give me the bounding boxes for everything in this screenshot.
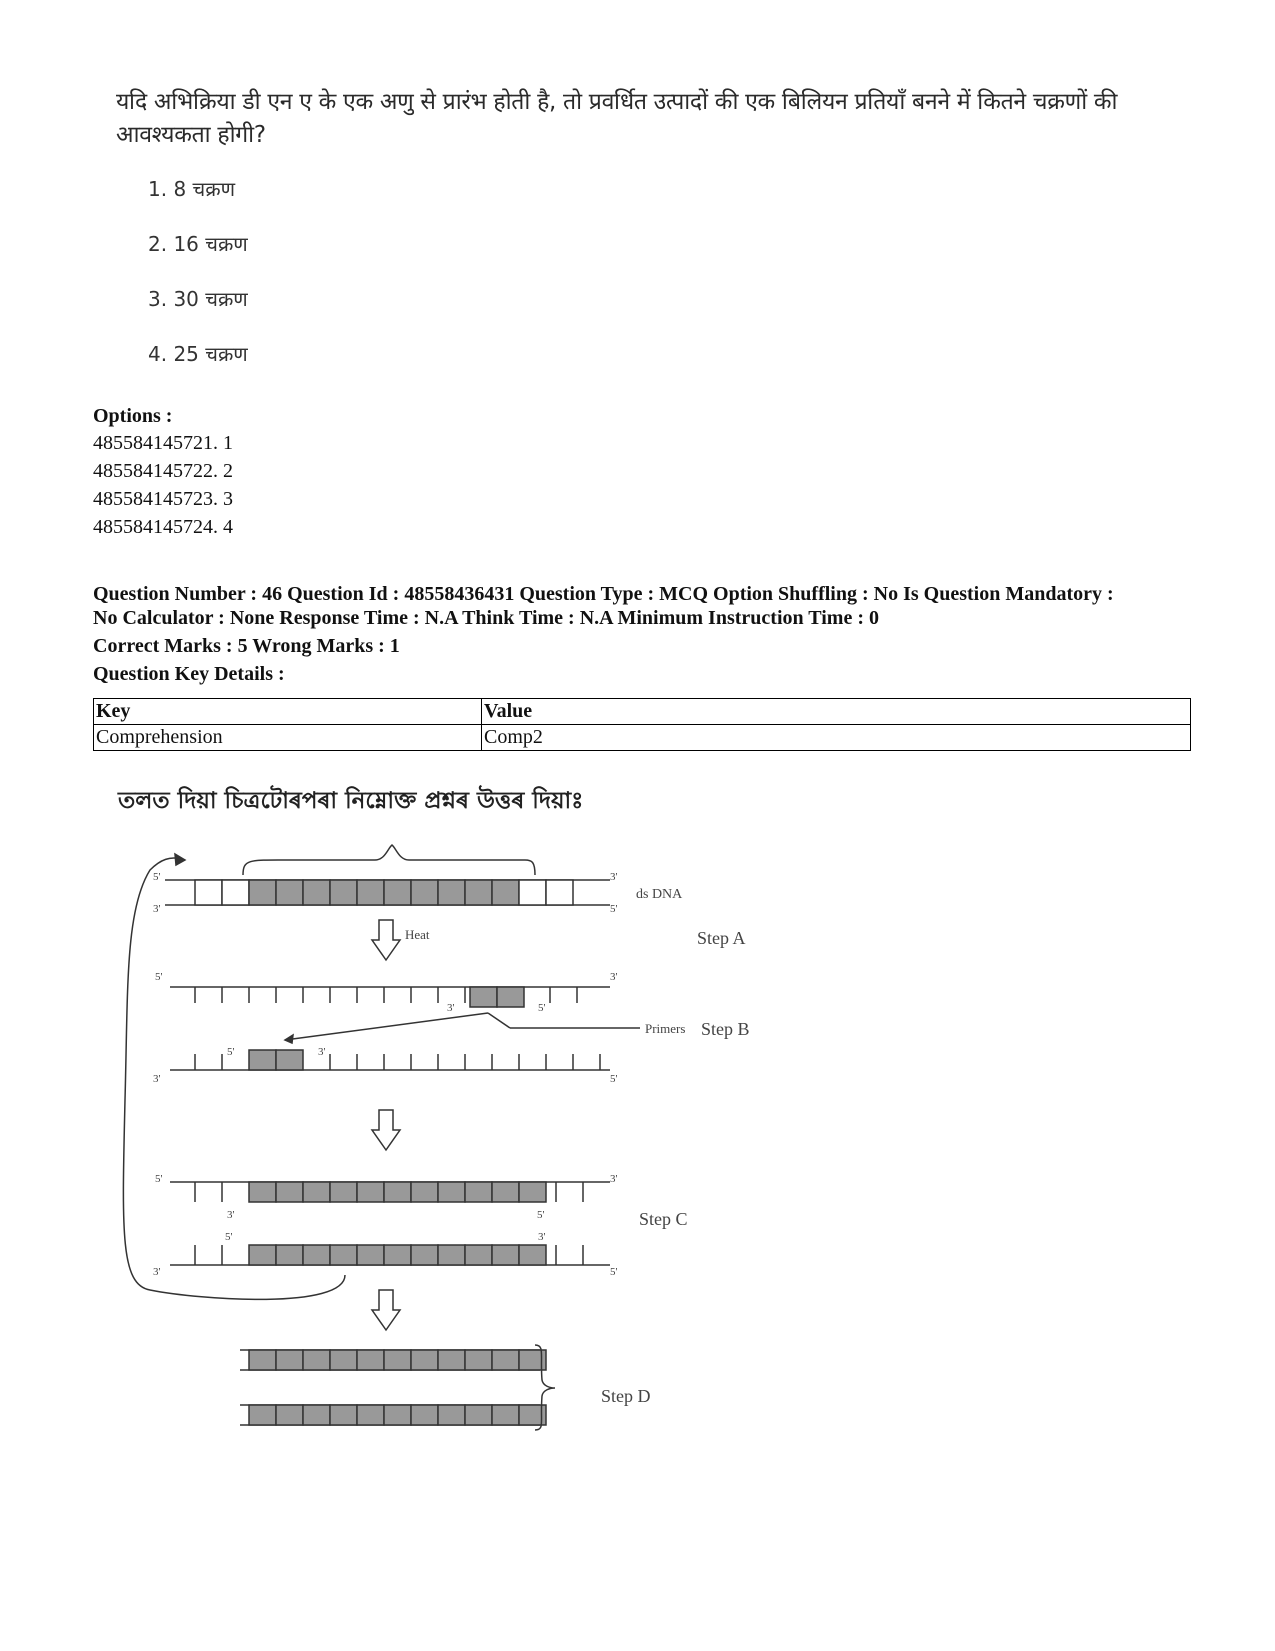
options-label: Options : [93, 405, 173, 427]
product-region-box [438, 1405, 465, 1425]
table-header-key: Key [94, 699, 482, 725]
product-region-box [384, 1405, 411, 1425]
target-region-box [384, 880, 411, 905]
target-region-box [357, 880, 384, 905]
extended-region-box [303, 1245, 330, 1265]
label-step-a: Step A [697, 928, 746, 948]
label-5prime-d: 5' [610, 1073, 618, 1085]
product-region-box [303, 1350, 330, 1370]
product-region-box [492, 1350, 519, 1370]
label-3prime-f: 3' [153, 1266, 161, 1278]
question-meta-line-1: Question Number : 46 Question Id : 48558436431 Question Type : MCQ Option Shuffling : No Is Question Mandatory : [93, 583, 1114, 605]
extended-region-box [492, 1245, 519, 1265]
extended-region-box [249, 1245, 276, 1265]
choice-3: 3. 30 चक्रण [148, 287, 248, 311]
extended-region-box [330, 1182, 357, 1202]
label-3prime-b: 3' [610, 871, 618, 883]
table-cell-value: Comp2 [482, 725, 1191, 751]
label-5prime-primer-b: 5' [227, 1046, 235, 1058]
label-5prime-ext-a: 5' [537, 1209, 545, 1221]
label-5prime-f: 5' [610, 1266, 618, 1278]
label-3prime-ext-b: 3' [538, 1231, 546, 1243]
label-step-d: Step D [601, 1386, 651, 1406]
choice-2: 2. 16 चक्रण [148, 232, 248, 256]
passage-instruction: তলত দিয়া চিত্ৰটোৰপৰা নিম্নোক্ত প্ৰশ্নৰ উত্তৰ দিয়াঃ [118, 788, 584, 814]
down-arrow-icon [372, 1290, 400, 1330]
dna-base-pair [546, 880, 573, 905]
primer-box [497, 987, 524, 1007]
primer-pointer [285, 1013, 488, 1040]
target-bracket [243, 845, 535, 875]
extended-region-box [330, 1245, 357, 1265]
product-region-box [330, 1405, 357, 1425]
target-region-box [249, 880, 276, 905]
label-ds-dna: ds DNA [636, 887, 683, 902]
extended-region-box [357, 1245, 384, 1265]
product-region-box [411, 1350, 438, 1370]
extended-region-box [465, 1245, 492, 1265]
product-region-box [330, 1350, 357, 1370]
label-heat: Heat [405, 927, 430, 942]
product-region-box [492, 1405, 519, 1425]
dna-base-pair [519, 880, 546, 905]
target-region-box [330, 880, 357, 905]
product-region-box [465, 1350, 492, 1370]
extended-region-box [249, 1182, 276, 1202]
table-header-value: Value [482, 699, 1191, 725]
option-item-2: 485584145722. 2 [93, 460, 233, 482]
extended-region-box [519, 1245, 546, 1265]
target-region-box [438, 880, 465, 905]
extended-region-box [411, 1245, 438, 1265]
dna-base-pair [195, 880, 222, 905]
product-region-box [465, 1405, 492, 1425]
label-3prime-primer-b: 3' [318, 1046, 326, 1058]
label-3prime-e: 3' [610, 1173, 618, 1185]
label-3prime-primer-a: 3' [447, 1002, 455, 1014]
label-step-c: Step C [639, 1209, 688, 1229]
extended-region-box [492, 1182, 519, 1202]
option-item-4: 485584145724. 4 [93, 516, 233, 538]
table-cell-key: Comprehension [94, 725, 482, 751]
extended-region-box [276, 1182, 303, 1202]
label-5prime-b: 5' [610, 903, 618, 915]
extended-region-box [357, 1182, 384, 1202]
label-3prime-a: 3' [153, 903, 161, 915]
dna-base-pair [222, 880, 249, 905]
product-region-box [249, 1350, 276, 1370]
label-3prime-ext-a: 3' [227, 1209, 235, 1221]
option-item-1: 485584145721. 1 [93, 432, 233, 454]
extended-region-box [519, 1182, 546, 1202]
arrowhead-icon [285, 1035, 293, 1043]
label-3prime-c: 3' [610, 971, 618, 983]
product-region-box [411, 1405, 438, 1425]
label-step-b: Step B [701, 1019, 750, 1039]
label-5prime-ext-b: 5' [225, 1231, 233, 1243]
product-region-box [357, 1405, 384, 1425]
primer-pointer [488, 1013, 510, 1028]
option-item-3: 485584145723. 3 [93, 488, 233, 510]
product-region-box [276, 1405, 303, 1425]
label-5prime-primer-a: 5' [538, 1002, 546, 1014]
primer-box [249, 1050, 276, 1070]
down-arrow-icon [372, 1110, 400, 1150]
extended-region-box [276, 1245, 303, 1265]
label-5prime-a: 5' [153, 871, 161, 883]
product-region-box [249, 1405, 276, 1425]
product-region-box [357, 1350, 384, 1370]
product-region-box [438, 1350, 465, 1370]
extended-region-box [411, 1182, 438, 1202]
choice-4: 4. 25 चक्रण [148, 342, 248, 366]
target-region-box [465, 880, 492, 905]
target-region-box [492, 880, 519, 905]
extended-region-box [303, 1182, 330, 1202]
product-region-box [303, 1405, 330, 1425]
extended-region-box [384, 1182, 411, 1202]
choice-1: 1. 8 चक्रण [148, 177, 236, 201]
extended-region-box [438, 1245, 465, 1265]
extended-region-box [438, 1182, 465, 1202]
question-meta-line-2: No Calculator : None Response Time : N.A Think Time : N.A Minimum Instruction Time : 0 [93, 607, 879, 629]
target-region-box [411, 880, 438, 905]
target-region-box [276, 880, 303, 905]
label-3prime-d: 3' [153, 1073, 161, 1085]
arrowhead-icon [175, 854, 185, 865]
target-region-box [303, 880, 330, 905]
marks-line: Correct Marks : 5 Wrong Marks : 1 [93, 635, 400, 657]
primer-box [470, 987, 497, 1007]
product-region-box [276, 1350, 303, 1370]
label-primers: Primers [645, 1021, 686, 1036]
extended-region-box [465, 1182, 492, 1202]
label-5prime-c: 5' [155, 971, 163, 983]
question-text: यदि अभिक्रिया डी एन ए के एक अणु से प्रारंभ होती है, तो प्रवर्धित उत्पादों की एक बिलियन प्रतियाँ बनने में कितने चक्रणों की आवश्यकता होगी? [116, 89, 1118, 148]
product-region-box [384, 1350, 411, 1370]
label-5prime-e: 5' [155, 1173, 163, 1185]
extended-region-box [384, 1245, 411, 1265]
down-arrow-icon [372, 920, 400, 960]
primer-box [276, 1050, 303, 1070]
key-details-label: Question Key Details : [93, 663, 285, 685]
